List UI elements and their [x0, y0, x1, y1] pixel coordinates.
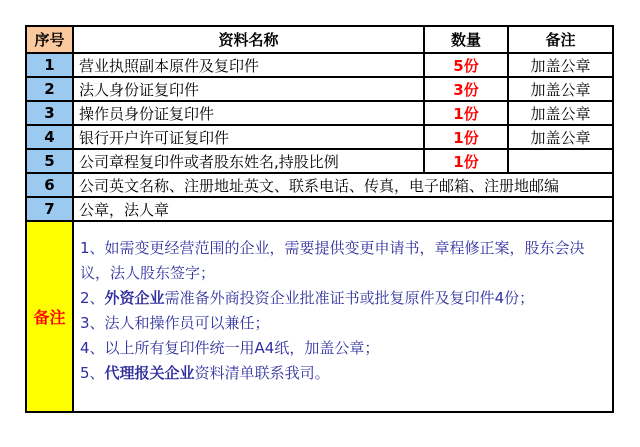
note-item: [80, 236, 604, 286]
note-number: 1、: [80, 239, 105, 257]
note-number: 3、: [80, 314, 105, 332]
cell-quantity: 1份: [424, 101, 508, 125]
note-text: 资料清单联系我司。: [194, 364, 330, 382]
note-item: [80, 311, 604, 336]
remarks-row: [26, 221, 613, 412]
cell-remark: 加盖公章: [508, 101, 613, 125]
table-row: [26, 125, 613, 149]
header-row: [26, 26, 613, 53]
note-number: 4、: [80, 339, 105, 357]
cell-quantity: 1份: [424, 149, 508, 173]
header-cell-qty: 数量: [424, 26, 508, 53]
cell-material-name: 营业执照副本原件及复印件: [73, 53, 424, 77]
note-item: [80, 336, 604, 361]
table-row: [26, 149, 613, 173]
note-bold-text: 外资企业: [104, 289, 165, 307]
cell-remark: 加盖公章: [508, 53, 613, 77]
cell-row-number: 4: [26, 125, 73, 149]
note-bold-text: 代理报关企业: [104, 364, 195, 382]
note-text: 以上所有复印件统一用A4纸，加盖公章；: [104, 339, 380, 357]
cell-remark: [508, 149, 613, 173]
table-row: [26, 53, 613, 77]
table-row: [26, 101, 613, 125]
note-text: 法人和操作员可以兼任；: [104, 314, 270, 332]
table-row: [26, 77, 613, 101]
cell-material-name: 法人身份证复印件: [73, 77, 424, 101]
table-row: [26, 173, 613, 197]
cell-material-name-merged: 公章，法人章: [73, 197, 613, 221]
cell-row-number: 1: [26, 53, 73, 77]
cell-row-number: 2: [26, 77, 73, 101]
note-number: 2、: [80, 289, 105, 307]
cell-material-name: 银行开户许可证复印件: [73, 125, 424, 149]
cell-row-number: 5: [26, 149, 73, 173]
requirements-table: [25, 25, 614, 413]
cell-remark: 加盖公章: [508, 125, 613, 149]
cell-material-name-merged: 公司英文名称、注册地址英文、联系电话、传真，电子邮箱、注册地邮编: [73, 173, 613, 197]
cell-quantity: 3份: [424, 77, 508, 101]
cell-row-number: 3: [26, 101, 73, 125]
header-cell-no: 序号: [26, 26, 73, 53]
remarks-label: 备注: [26, 221, 73, 412]
cell-material-name: 操作员身份证复印件: [73, 101, 424, 125]
cell-row-number: 7: [26, 197, 73, 221]
note-number: 5、: [80, 364, 105, 382]
table-row: [26, 197, 613, 221]
note-text: 需准备外商投资企业批准证书或批复原件及复印件4份；: [164, 289, 535, 307]
note-item: [80, 286, 604, 311]
header-cell-remark: 备注: [508, 26, 613, 53]
cell-quantity: 5份: [424, 53, 508, 77]
remarks-notes: [73, 221, 613, 412]
cell-quantity: 1份: [424, 125, 508, 149]
cell-row-number: 6: [26, 173, 73, 197]
note-text: 如需变更经营范围的企业，需要提供变更申请书，章程修正案，股东会决议，法人股东签字；: [80, 239, 585, 282]
note-item: [80, 361, 604, 386]
header-cell-name: 资料名称: [73, 26, 424, 53]
cell-remark: 加盖公章: [508, 77, 613, 101]
cell-material-name: 公司章程复印件或者股东姓名,持股比例: [73, 149, 424, 173]
